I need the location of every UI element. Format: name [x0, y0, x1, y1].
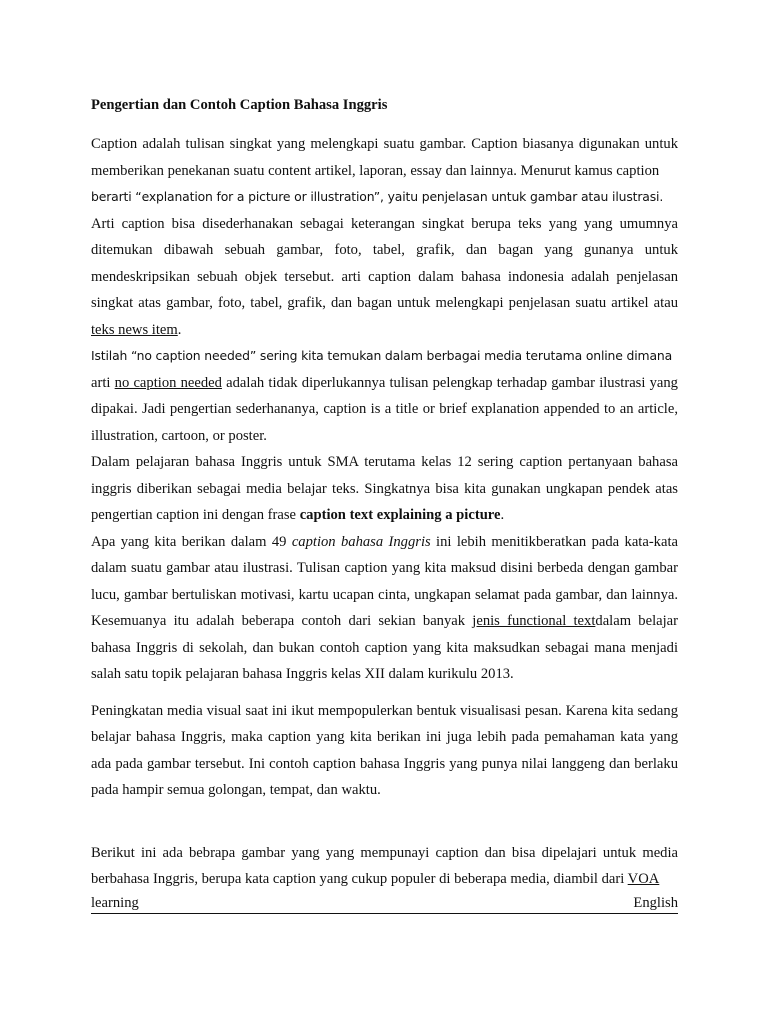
paragraph-3-line-1: Istilah “no caption needed” sering kita temukan dalam berbagai media terutama online dimana — [91, 348, 673, 363]
paragraph-3-rest: adalah tidak diperlukannya tulisan pelengkap terhadap gambar ilustrasi yang dipakai. Jadi pengertian sederhananya, caption is a title or brief explanation appended to an article, illustration, cartoon, or poster. — [91, 374, 678, 444]
link-teks-news-item[interactable]: teks news item — [91, 321, 178, 338]
paragraph-5-italic-phrase: caption bahasa Inggris — [291, 533, 431, 550]
paragraph-7-text: Berikut ini ada bebrapa gambar yang yang mempunayi caption dan bisa dipelajari untuk media berbahasa Inggris, berupa kata caption yang cukup populer di beberapa media, diambil dari — [91, 844, 678, 887]
paragraph-7 — [91, 840, 678, 914]
paragraph-2-text: Arti caption bisa disederhanakan sebagai keterangan singkat berupa teks yang yang umumnya ditemukan dibawah sebuah gambar, foto, tabel, grafik, dan bagan yang gunanya untuk mendeskripsikan sebuah objek tersebut. arti caption dalam bahasa indonesia adalah penjelasan singkat atas gambar, foto, tabel, grafik, dan bagan untuk melengkapi penjelasan suatu artikel atau — [91, 215, 678, 311]
link-jenis-functional-text[interactable]: jenis functional text — [472, 613, 596, 629]
link-voa-learning-english[interactable]: VOA — [627, 871, 660, 887]
link-text-english[interactable]: English — [633, 894, 678, 911]
paragraph-3-start: arti — [91, 374, 115, 391]
paragraph-5-start: Apa yang kita berikan dalam 49 — [91, 533, 292, 550]
document-title: Pengertian dan Contoh Caption Bahasa Inggris — [91, 97, 388, 113]
paragraph-7-link-line[interactable] — [91, 893, 678, 914]
paragraph-4-bold-phrase: caption text explaining a picture — [299, 507, 501, 523]
link-text-learning[interactable]: learning — [91, 894, 139, 911]
document-page — [91, 92, 678, 914]
paragraph-1-line-1: Caption adalah tulisan singkat yang melengkapi suatu gambar. Caption biasanya digunakan untuk memberikan penekanan suatu content artikel, laporan, essay dan lainnya. Menurut kamus caption — [91, 136, 678, 179]
paragraph-4-end: . — [500, 507, 505, 523]
paragraph-4-text: Dalam pelajaran bahasa Inggris untuk SMA terutama kelas 12 sering caption pertanyaan bahasa inggris diberikan sebagai media belajar teks. Singkatnya bisa kita gunakan ungkapan pendek atas pengertian caption ini dengan frase — [91, 454, 678, 523]
paragraph-2-end: . — [177, 321, 182, 338]
paragraph-4 — [91, 449, 678, 529]
paragraph-1 — [91, 131, 678, 211]
paragraph-5 — [91, 529, 678, 688]
link-no-caption-needed[interactable]: no caption needed — [114, 374, 222, 391]
paragraph-3 — [91, 343, 678, 449]
paragraph-2 — [91, 211, 678, 344]
paragraph-5-middle: ini lebih menitikberatkan pada kata-kata dalam suatu gambar atau ilustrasi. Tulisan caption yang kita maksud disini berbeda dengan gambar lucu, gambar bertuliskan motivasi, kartu ucapan cinta, ungkapan selamat pada gambar, dan lainnya. Kesemuanya itu adalah beberapa contoh dari sekian banyak — [91, 533, 678, 629]
paragraph-1-line-2: berarti “explanation for a picture or illustration”, yaitu penjelasan untuk gambar atau ilustrasi. — [91, 189, 664, 204]
paragraph-6: Peningkatan media visual saat ini ikut mempopulerkan bentuk visualisasi pesan. Karena kita sedang belajar bahasa Inggris, maka caption yang kita berikan ini juga lebih pada pemahaman kata yang ada pada gambar tersebut. Ini contoh caption bahasa Inggris yang punya nilai langgeng dan berlaku pada hampir semua golongan, tempat, dan waktu. — [91, 702, 678, 798]
paragraph-5-end: dalam belajar bahasa Inggris di sekolah, dan bukan contoh caption yang kita maksudkan sebagai mana menjadi salah satu topik pelajaran bahasa Inggris kelas XII dalam kurikulu 2013. — [91, 613, 678, 682]
